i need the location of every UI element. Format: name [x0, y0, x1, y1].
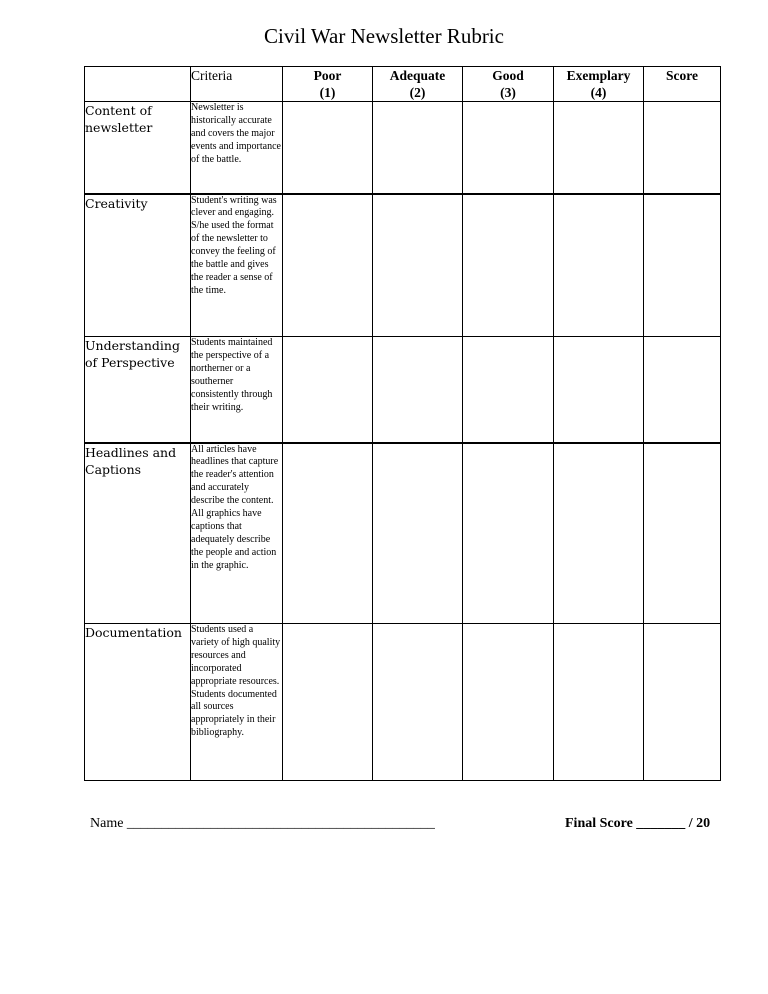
exemplary-score-cell[interactable]: [554, 194, 644, 337]
table-row: [85, 624, 721, 781]
score-cell[interactable]: [644, 337, 721, 443]
header-row: [85, 67, 721, 102]
exemplary-score-cell[interactable]: [554, 102, 644, 194]
poor-score-cell[interactable]: [283, 102, 373, 194]
header-exemplary-label: Exemplary: [566, 68, 631, 83]
table-row: [85, 194, 721, 337]
score-cell[interactable]: [644, 102, 721, 194]
good-score-cell[interactable]: [463, 624, 554, 781]
adequate-score-cell[interactable]: [373, 443, 463, 624]
good-score-cell[interactable]: [463, 102, 554, 194]
score-cell[interactable]: [644, 624, 721, 781]
header-exemplary: [554, 67, 644, 102]
category-cell: Headlines and Captions: [85, 443, 191, 624]
poor-score-cell[interactable]: [283, 194, 373, 337]
header-empty-cell: [85, 67, 191, 102]
header-score-label: Score: [666, 68, 698, 83]
exemplary-score-cell[interactable]: [554, 624, 644, 781]
adequate-score-cell[interactable]: [373, 624, 463, 781]
header-adequate-points: (2): [409, 85, 426, 100]
poor-score-cell[interactable]: [283, 337, 373, 443]
header-criteria: Criteria: [191, 67, 283, 102]
table-row: [85, 337, 721, 443]
rubric-table: [84, 66, 721, 781]
header-good-points: (3): [500, 85, 516, 100]
category-cell: Understanding of Perspective: [85, 337, 191, 443]
header-good-label: Good: [492, 68, 524, 83]
poor-score-cell[interactable]: [283, 624, 373, 781]
description-cell: All articles have headlines that capture the reader's attention and accurately describe the content. All graphics have captions that adequately describe the people and action in the graphic.: [191, 443, 283, 624]
header-adequate-label: Adequate: [389, 68, 446, 83]
page-title: Civil War Newsletter Rubric: [264, 24, 504, 48]
category-cell: Creativity: [85, 194, 191, 337]
table-row: [85, 443, 721, 624]
exemplary-score-cell[interactable]: [554, 443, 644, 624]
good-score-cell[interactable]: [463, 337, 554, 443]
description-cell: Students maintained the perspective of a northerner or a southerner consistently through their writing.: [191, 337, 283, 443]
good-score-cell[interactable]: [463, 443, 554, 624]
table-row: [85, 102, 721, 194]
score-cell[interactable]: [644, 443, 721, 624]
header-poor-points: (1): [319, 85, 336, 100]
score-cell[interactable]: [644, 194, 721, 337]
header-exemplary-points: (4): [590, 85, 607, 100]
name-line[interactable]: Name ____________________________________________: [90, 816, 435, 831]
header-adequate: [373, 67, 463, 102]
adequate-score-cell[interactable]: [373, 102, 463, 194]
header-score: [644, 67, 721, 102]
adequate-score-cell[interactable]: [373, 194, 463, 337]
header-good: [463, 67, 554, 102]
header-poor: [283, 67, 373, 102]
description-cell: Student's writing was clever and engaging. S/he used the format of the newsletter to convey the feeling of the battle and gives the reader a sense of the time.: [191, 194, 283, 337]
exemplary-score-cell[interactable]: [554, 337, 644, 443]
poor-score-cell[interactable]: [283, 443, 373, 624]
category-cell: Content of newsletter: [85, 102, 191, 194]
category-cell: Documentation: [85, 624, 191, 781]
adequate-score-cell[interactable]: [373, 337, 463, 443]
description-cell: Newsletter is historically accurate and covers the major events and importance of the battle.: [191, 102, 283, 194]
final-score-line[interactable]: Final Score _______ / 20: [565, 816, 711, 831]
description-cell: Students used a variety of high quality resources and incorporated appropriate resources. Students documented all sources appropriately in their bibliography.: [191, 624, 283, 781]
good-score-cell[interactable]: [463, 194, 554, 337]
header-poor-label: Poor: [313, 68, 342, 83]
